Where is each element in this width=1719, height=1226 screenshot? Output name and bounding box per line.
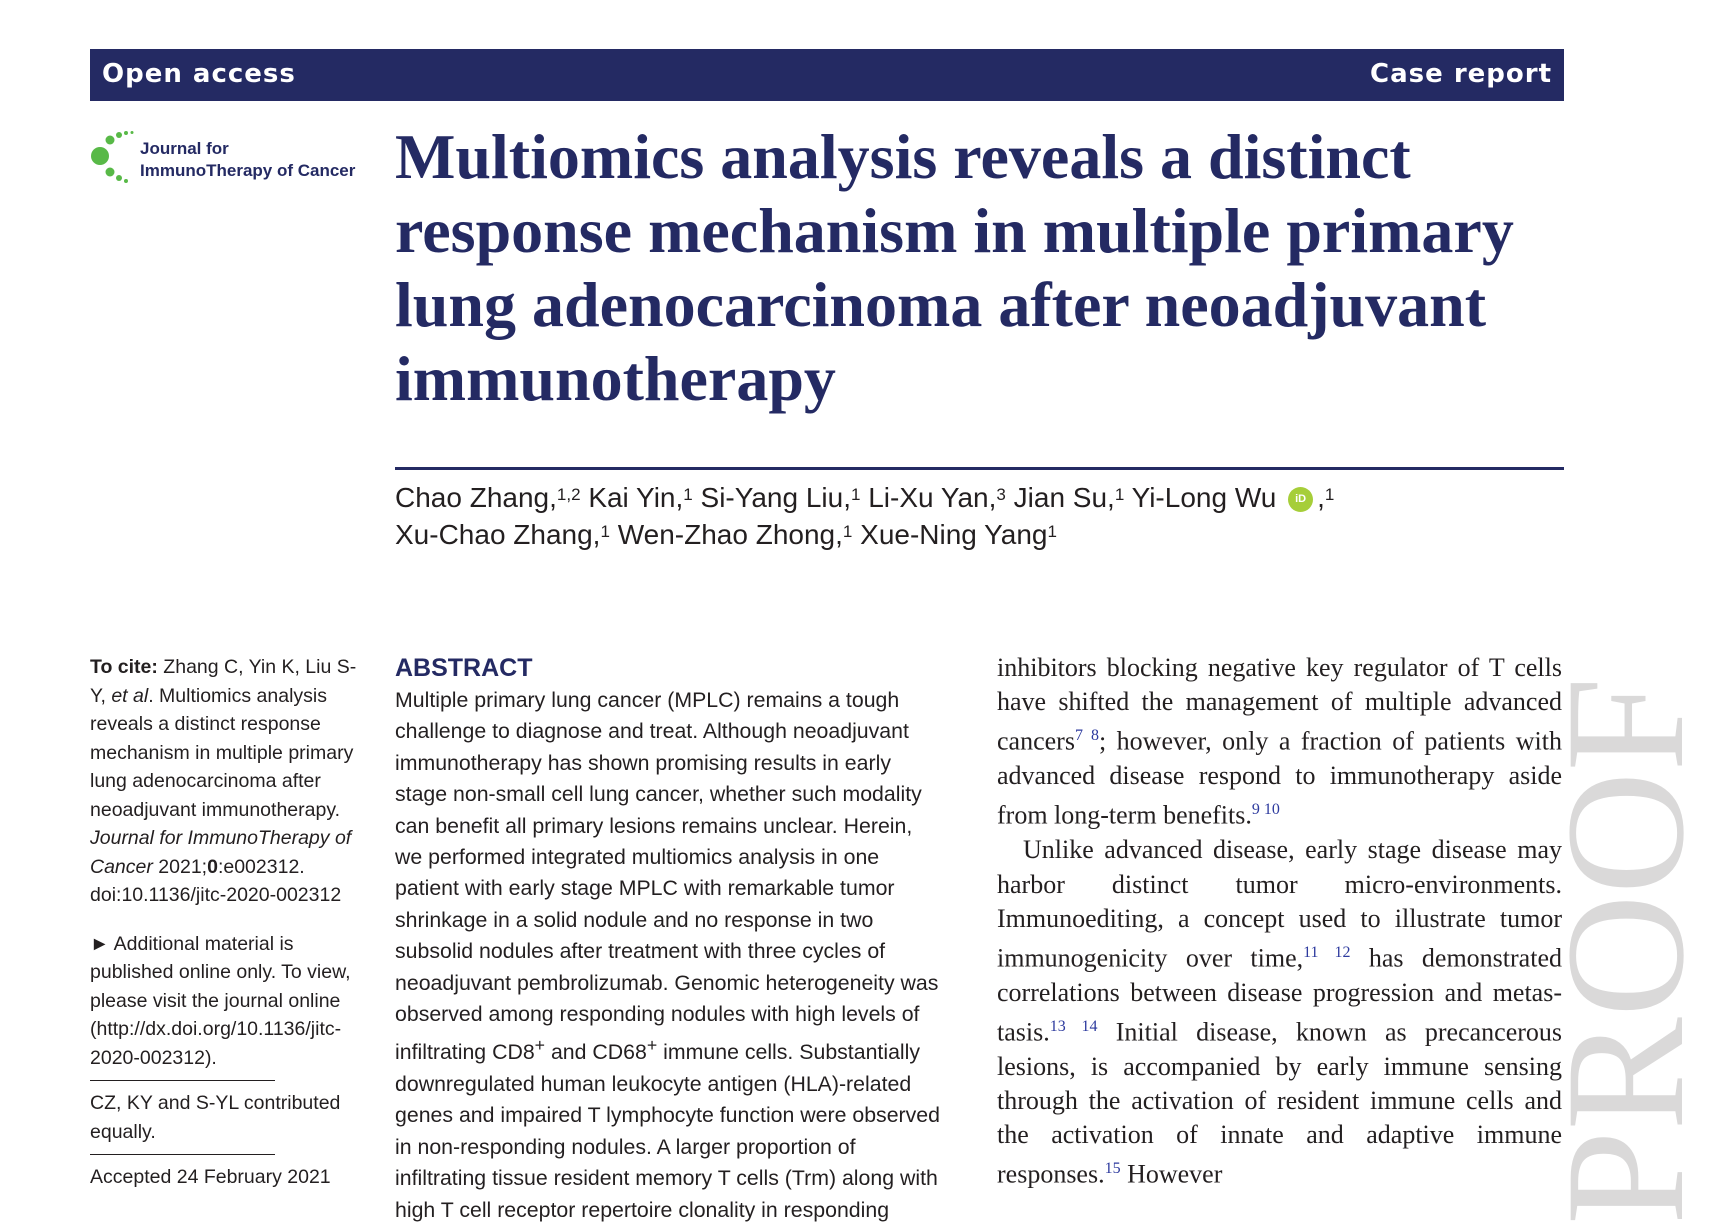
- citation-block: To cite: Zhang C, Yin K, Liu S-Y, et al. Multiomics analysis reveals a distinct response mechanism in multiple primary lung adenocarcinoma after neoadjuvant immunotherapy. Journal for ImmunoTherapy of Cancer 2021;0:e002312. doi:10.1136/jitc-2020-002312: [90, 656, 357, 906]
- author-affiliation: 1: [683, 485, 693, 504]
- author: Jian Su,: [1013, 482, 1115, 513]
- author-list: Chao Zhang,$^{1,2}$ Kai Yin,$^1$ Si-Yang Liu,$^1$ Li-Xu Yan,$^3$ Jian Su,$^1$ Yi-Long Wu iD ,$^1$ Xu-Chao Zhang,$^1$ Wen-Zhao Zhong,$^1$ Xue-Ning Yang$^1$: [395, 482, 1335, 550]
- reference-link[interactable]: 15: [1104, 1160, 1121, 1178]
- title-divider: [395, 467, 1564, 470]
- citation-sidebar: [90, 653, 360, 1192]
- article-title: Multiomics analysis reveals a distinct response mechanism in multiple primary lung adenocarcinoma after neoadjuvant immunotherapy: [395, 121, 1514, 414]
- author-affiliation: 1: [600, 522, 610, 541]
- sidebar-divider: [90, 1154, 275, 1155]
- open-access-label: Open access: [102, 59, 296, 89]
- article-type-banner: [90, 49, 1564, 101]
- author-affiliation: 1: [1114, 485, 1125, 504]
- journal-logo-dots-icon: [90, 130, 140, 186]
- reference-link[interactable]: 11 12: [1303, 943, 1351, 961]
- contribution-note: CZ, KY and S-YL contributed equally.: [90, 1092, 341, 1143]
- journal-name: Journal for ImmunoTherapy of Cancer: [140, 139, 356, 180]
- body-paragraph: inhibitors blocking negative key regulator of T cells have shifted the management of multiple advanced cancers$^{7 8}$; however, only a fraction of patients with advanced disease respond to immunotherapy aside from long-term benefits.$^{9 10}$: [997, 653, 1562, 831]
- author: Si-Yang Liu,: [700, 482, 851, 513]
- body-paragraph: Unlike advanced disease, early stage disease may harbor distinct tumor micro-environments. Immunoediting, a concept used to illustrate tumor immunogenicity over time,$^{11 12}$ has demonstrated correlations between disease progression and metas-tasis.$^{13 14}$ Initial disease, known as precancerous lesions, is accompanied by early immune sensing through the activation of resident immune cells and the activation of innate and adaptive immune responses.$^{15}$ However: [997, 835, 1563, 1190]
- additional-material-note: ► Additional material is published online only. To view, please visit the journal online (http://dx.doi.org/10.1136/jitc-2020-002312).: [90, 932, 351, 1069]
- author: Li-Xu Yan,: [868, 482, 997, 513]
- body-text-column: [997, 651, 1562, 1192]
- abstract-text: Multiple primary lung cancer (MPLC) remains a tough challenge to diagnose and treat. Although neoadjuvant immunotherapy has shown promising results in early stage non-small cell lung cancer, whether such modality can benefit all primary lesions remains unclear. Herein, we performed integrated multiomics analysis in one patient with early stage MPLC with remarkable tumor shrinkage in a solid nodule and no response in two subsolid nodules after treatment with three cycles of neoadjuvant pembrolizumab. Genomic heterogeneity was observed among responding nodules with high levels of infiltrating CD8+ and CD68+ immune cells. Substantially downregulated human leukocyte antigen (HLA)-related genes and impaired T lymphocyte function were observed in non-responding nodules. A larger proportion of infiltrating tissue resident memory T cells (Trm) along with high T cell receptor repertoire clonality in responding: [395, 688, 940, 1222]
- author: Wen-Zhao Zhong,: [617, 519, 843, 550]
- author-affiliation: 1: [1047, 522, 1057, 541]
- author-affiliation: 1: [842, 522, 853, 541]
- author: Xue-Ning Yang: [860, 519, 1048, 550]
- proof-watermark: PROOF: [1531, 676, 1719, 1225]
- sidebar-divider: [90, 1080, 275, 1081]
- author-affiliation: 1: [1324, 485, 1335, 504]
- author: Chao Zhang,: [395, 482, 557, 513]
- accepted-date: Accepted 24 February 2021: [90, 1166, 331, 1188]
- reference-link[interactable]: 9 10: [1251, 801, 1280, 819]
- reference-link[interactable]: 7 8: [1074, 727, 1099, 745]
- orcid-icon[interactable]: iD: [1288, 487, 1313, 512]
- author: Yi-Long Wu: [1131, 482, 1277, 513]
- author: Xu-Chao Zhang,: [395, 519, 601, 550]
- author-affiliation: 3: [996, 485, 1006, 504]
- author-affiliation: 1,2: [556, 485, 581, 504]
- author-affiliation: 1: [850, 485, 861, 504]
- abstract-section: [395, 653, 940, 1226]
- author: Kai Yin,: [588, 482, 684, 513]
- case-report-label: Case report: [1370, 59, 1552, 89]
- abstract-heading: ABSTRACT: [395, 654, 533, 682]
- cite-label: To cite:: [90, 656, 158, 678]
- journal-logo: [90, 130, 360, 186]
- reference-link[interactable]: 13 14: [1049, 1018, 1098, 1035]
